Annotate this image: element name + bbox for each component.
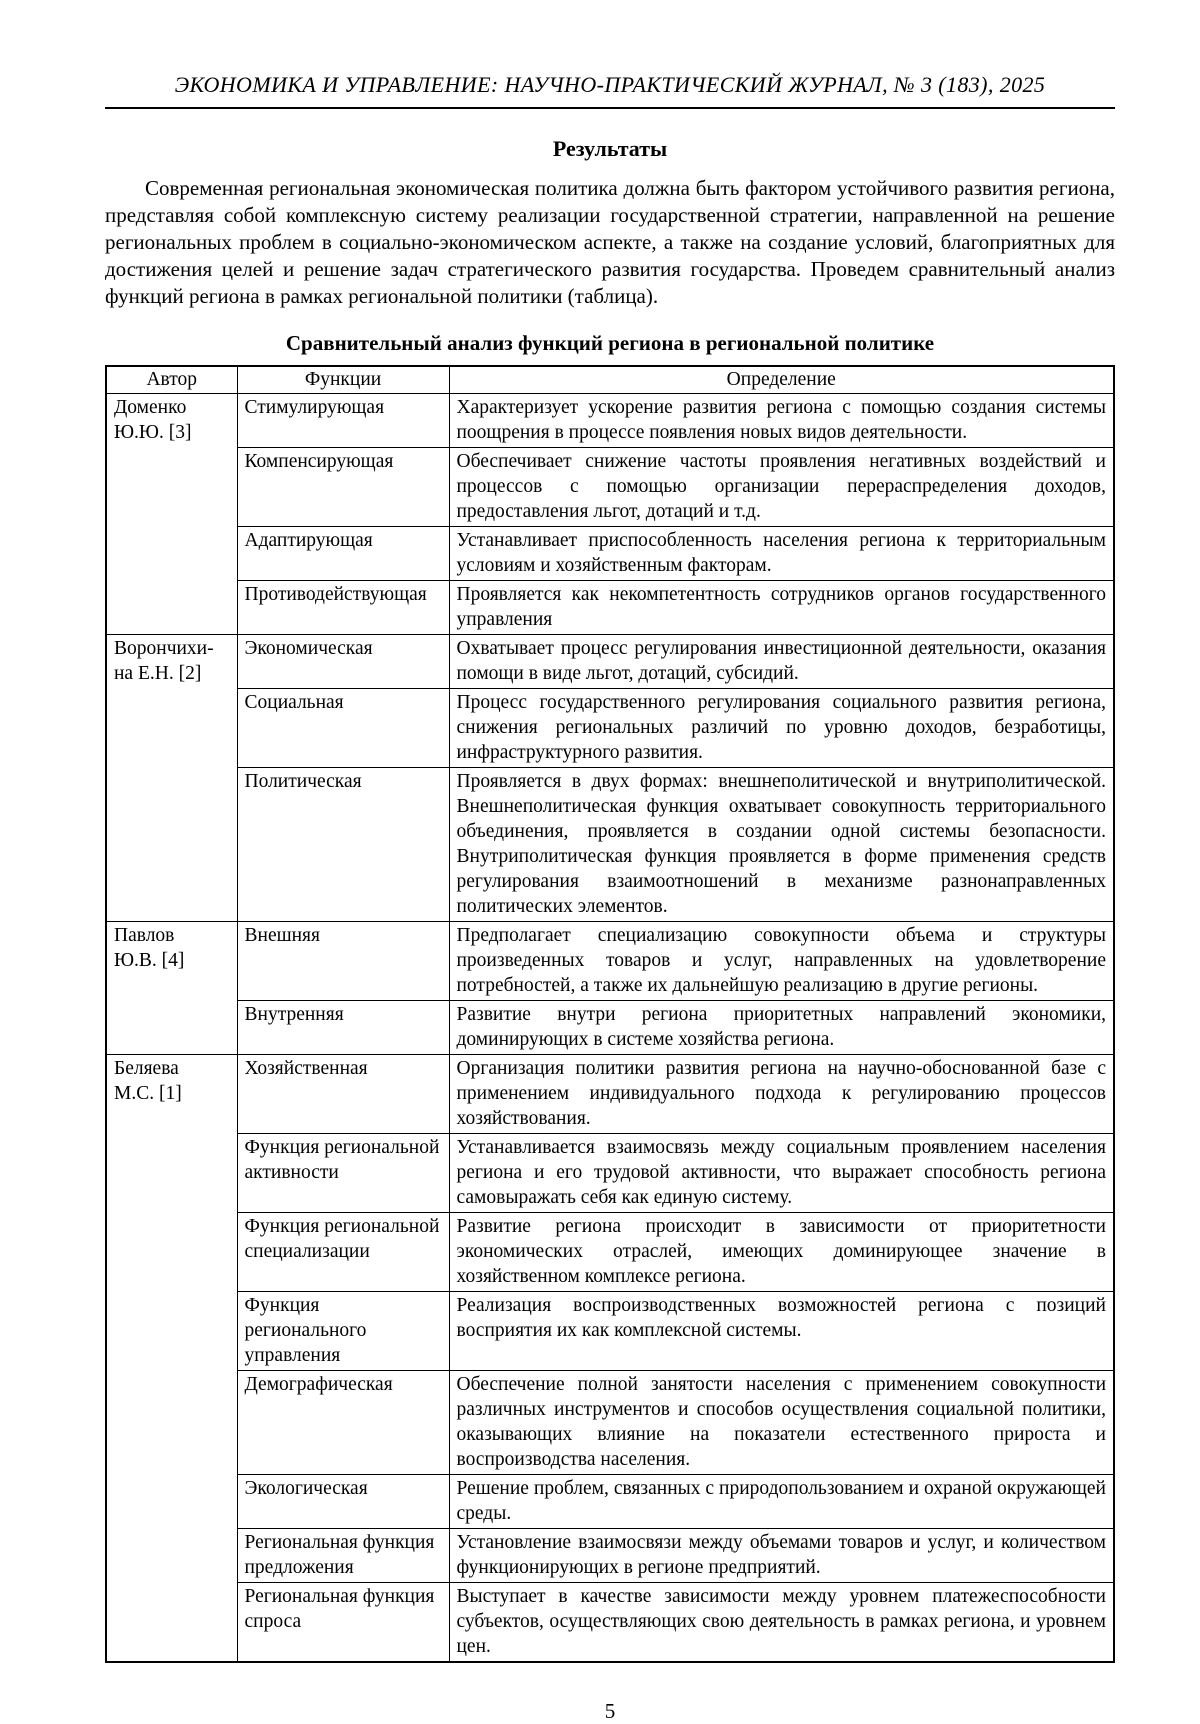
- definition-cell: Устанавливает приспособленность населения региона к территориальным условиям и хозяйственным факторам.: [449, 527, 1114, 581]
- function-cell: Социальная: [237, 689, 449, 768]
- definition-cell: Устанавливается взаимосвязь между социальным проявлением населения региона и его трудовой активности, что выражает способность региона самовыражать себя как единую систему.: [449, 1134, 1114, 1213]
- table-row: [106, 448, 1114, 527]
- table-row: [106, 1001, 1114, 1055]
- functions-table: [105, 365, 1115, 1663]
- function-cell: Региональная функция спроса: [237, 1583, 449, 1663]
- function-cell: Функция региональной активности: [237, 1134, 449, 1213]
- function-cell: Региональная функция предложения: [237, 1529, 449, 1583]
- table-row: [106, 1475, 1114, 1529]
- definition-cell: Обеспечение полной занятости населения с применением совокупности различных инструментов и способов осуществления социальной политики, оказывающих влияние на показатели естественного прироста и воспроизводства населения.: [449, 1371, 1114, 1475]
- function-cell: Экологическая: [237, 1475, 449, 1529]
- intro-paragraph: Современная региональная экономическая политика должна быть фактором устойчивого развития региона, представляя собой комплексную систему реализации государственной стратегии, направленной на решение региональных проблем в социально-экономическом аспекте, а также на создание условий, благоприятных для достижения целей и решение задач стратегического развития государства. Проведем сравнительный анализ функций региона в рамках региональной политики (таблица).: [105, 176, 1115, 308]
- author-cell: Ворончихи- на Е.Н. [2]: [106, 635, 237, 922]
- col-header-author: Автор: [106, 366, 237, 394]
- table-row: [106, 1371, 1114, 1475]
- table-row: [106, 768, 1114, 922]
- definition-cell: Установление взаимосвязи между объемами товаров и услуг, и количеством функционирующих в регионе предприятий.: [449, 1529, 1114, 1583]
- definition-cell: Предполагает специализацию совокупности объема и структуры произведенных товаров и услуг, направленных на удовлетворение потребностей, а также их дальнейшую реализацию в другие регионы.: [449, 922, 1114, 1001]
- page-number: 5: [604, 1699, 616, 1723]
- definition-cell: Проявляется в двух формах: внешнеполитической и внутриполитической. Внешнеполитическая функция охватывает совокупность территориального объединения, проявляется в создании одной системы безопасности. Внутриполитическая функция проявляется в форме применения средств регулирования взаимоотношений в механизме разнонаправленных политических элементов.: [449, 768, 1114, 922]
- table-row: [106, 527, 1114, 581]
- table-row: [106, 922, 1114, 1001]
- function-cell: Компенсирующая: [237, 448, 449, 527]
- definition-cell: Организация политики развития региона на научно-обоснованной базе с применением индивидуального подхода к регулированию процессов хозяйствования.: [449, 1055, 1114, 1134]
- function-cell: Внешняя: [237, 922, 449, 1001]
- table-row: [106, 1213, 1114, 1292]
- definition-cell: Проявляется как некомпетентность сотрудников органов государственного управления: [449, 581, 1114, 635]
- definition-cell: Выступает в качестве зависимости между уровнем платежеспособности субъектов, осуществляющих свою деятельность в рамках региона, и уровнем цен.: [449, 1583, 1114, 1663]
- function-cell: Противодействующая: [237, 581, 449, 635]
- table-title: Сравнительный анализ функций региона в региональной политике: [285, 331, 935, 355]
- function-cell: Демографическая: [237, 1371, 449, 1475]
- function-cell: Функция региональной специализации: [237, 1213, 449, 1292]
- table-row: [106, 394, 1114, 448]
- journal-header: ЭКОНОМИКА И УПРАВЛЕНИЕ: НАУЧНО-ПРАКТИЧЕСКИЙ ЖУРНАЛ, № 3 (183), 2025: [174, 72, 1046, 97]
- function-cell: Хозяйственная: [237, 1055, 449, 1134]
- table-row: [106, 689, 1114, 768]
- table-row: [106, 635, 1114, 689]
- table-row: [106, 1055, 1114, 1134]
- section-title: Результаты: [552, 136, 668, 161]
- table-header-row: [106, 366, 1114, 394]
- author-cell: Доменко Ю.Ю. [3]: [106, 394, 237, 635]
- function-cell: Стимулирующая: [237, 394, 449, 448]
- function-cell: Адаптирующая: [237, 527, 449, 581]
- header-rule: [105, 107, 1115, 109]
- table-row: [106, 1134, 1114, 1213]
- definition-cell: Процесс государственного регулирования социального развития региона, снижения региональных различий по уровню доходов, безработицы, инфраструктурного развития.: [449, 689, 1114, 768]
- table-row: [106, 581, 1114, 635]
- table-row: [106, 1583, 1114, 1663]
- definition-cell: Развитие региона происходит в зависимости от приоритетности экономических отраслей, имеющих доминирующее значение в хозяйственном комплексе региона.: [449, 1213, 1114, 1292]
- table-row: [106, 1529, 1114, 1583]
- definition-cell: Реализация воспроизводственных возможностей региона с позиций восприятия их как комплексной системы.: [449, 1292, 1114, 1371]
- function-cell: Внутренняя: [237, 1001, 449, 1055]
- function-cell: Экономическая: [237, 635, 449, 689]
- definition-cell: Развитие внутри региона приоритетных направлений экономики, доминирующих в системе хозяйства региона.: [449, 1001, 1114, 1055]
- definition-cell: Характеризует ускорение развития региона с помощью создания системы поощрения в процессе появления новых видов деятельности.: [449, 394, 1114, 448]
- author-cell: Беляева М.С. [1]: [106, 1055, 237, 1663]
- definition-cell: Решение проблем, связанных с природопользованием и охраной окружающей среды.: [449, 1475, 1114, 1529]
- table-row: [106, 1292, 1114, 1371]
- function-cell: Политическая: [237, 768, 449, 922]
- definition-cell: Охватывает процесс регулирования инвестиционной деятельности, оказания помощи в виде льгот, дотаций, субсидий.: [449, 635, 1114, 689]
- definition-cell: Обеспечивает снижение частоты проявления негативных воздействий и процессов с помощью организации перераспределения доходов, предоставления льгот, дотаций и т.д.: [449, 448, 1114, 527]
- function-cell: Функция регионального управления: [237, 1292, 449, 1371]
- col-header-definition: Определение: [449, 366, 1114, 394]
- author-cell: Павлов Ю.В. [4]: [106, 922, 237, 1055]
- col-header-functions: Функции: [237, 366, 449, 394]
